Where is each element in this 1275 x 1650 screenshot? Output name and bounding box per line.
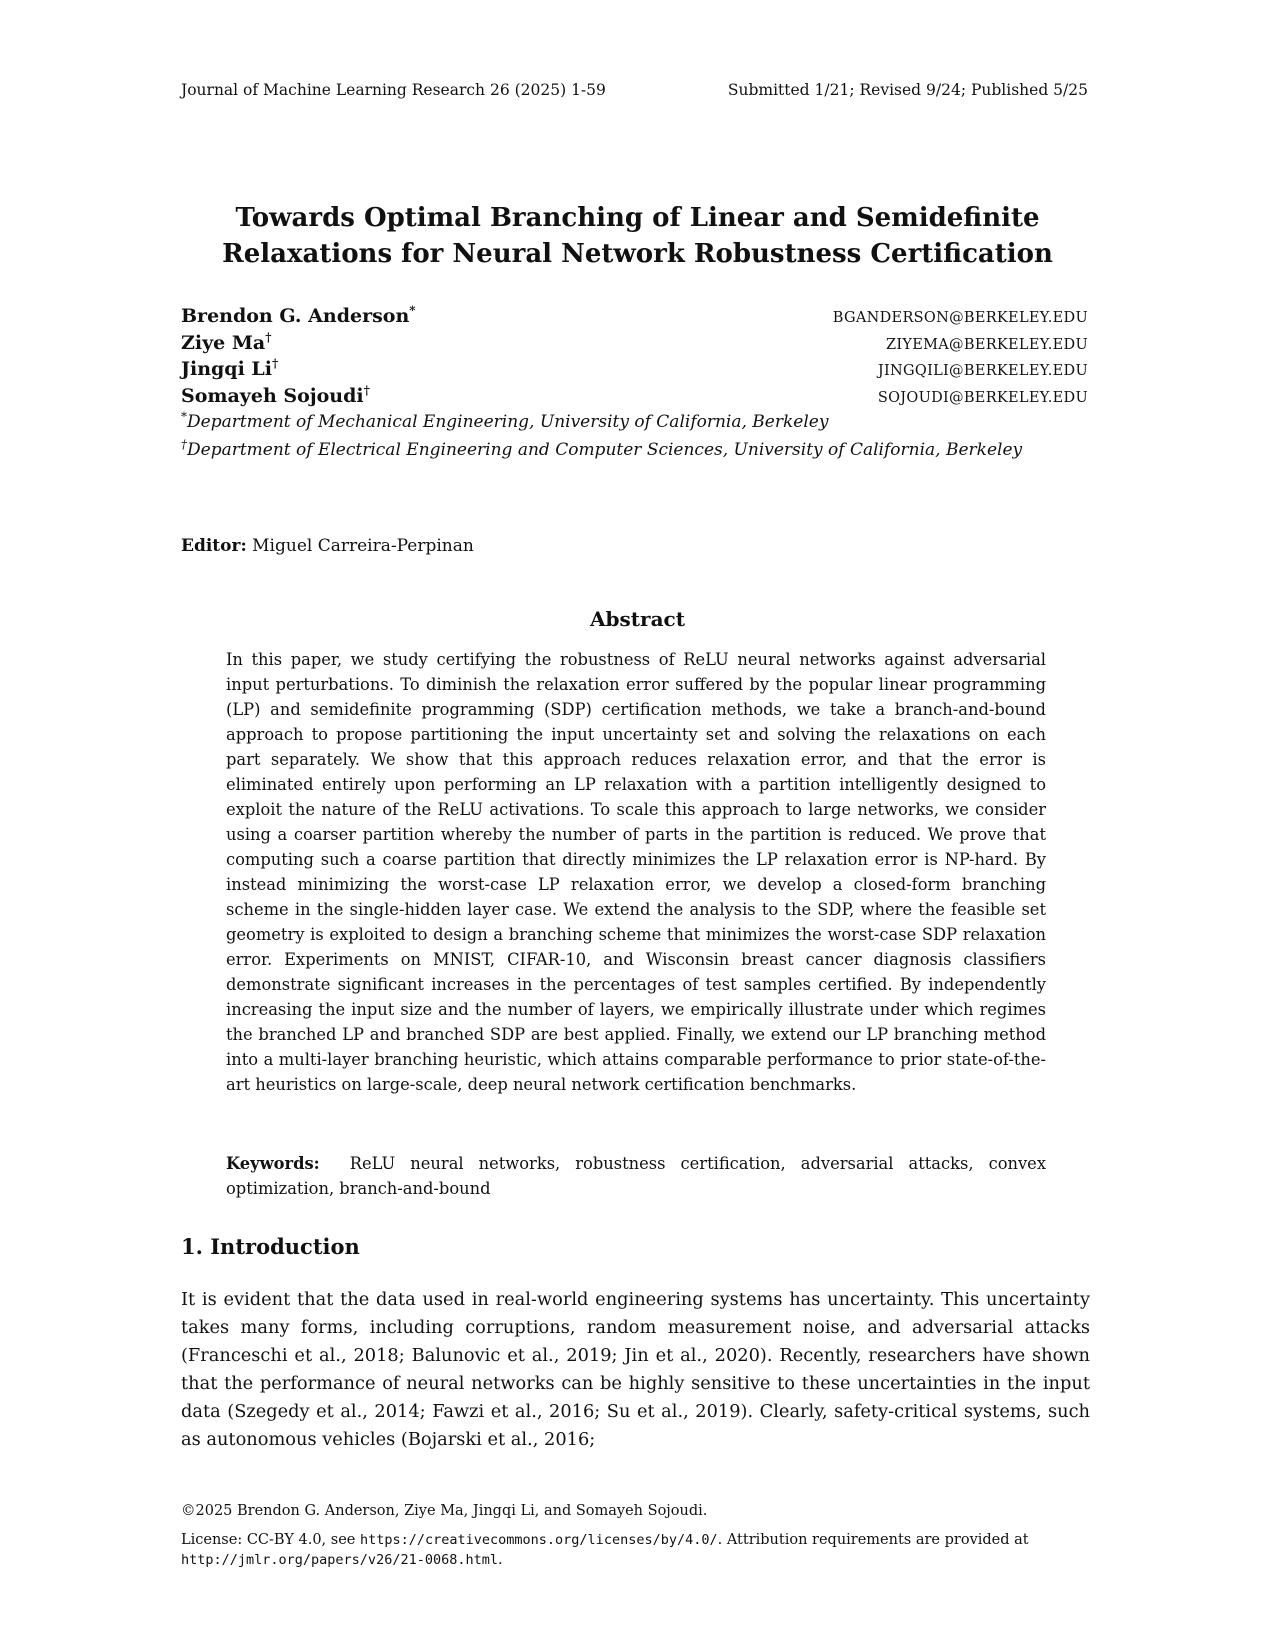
paper-link[interactable]: http://jmlr.org/papers/v26/21-0068.html — [181, 1552, 498, 1568]
paper-title — [0, 200, 1275, 272]
abstract-heading: Abstract — [590, 607, 685, 631]
author-email: JINGQILI@BERKELEY.EDU — [877, 363, 1088, 379]
intro-paragraph: It is evident that the data used in real-world engineering systems has uncertainty. This uncertainty takes many forms, including corruptions, random measurement noise, and adversarial attacks (Franceschi et al., 2018; Balunovic et al., 2019; Jin et al., 2020). Recently, researchers have shown that the performance of neural networks can be highly sensitive to these uncertainties in the input data (Szegedy et al., 2014; Fawzi et al., 2016; Su et al., 2019). Clearly, safety-critical systems, such as autonomous vehicles (Bojarski et al., 2016; — [181, 1289, 1090, 1450]
section-heading: 1. Introduction — [181, 1234, 360, 1259]
author-name: Somayeh Sojoudi† — [181, 383, 370, 407]
author-name: Ziye Ma† — [181, 330, 272, 354]
author-email: BGANDERSON@BERKELEY.EDU — [832, 310, 1088, 326]
title-line-1: Towards Optimal Branching of Linear and Semidefinite — [235, 203, 1040, 233]
affiliation: †Department of Electrical Engineering and Computer Sciences, University of California, Berkeley — [181, 437, 1023, 460]
author-email: SOJOUDI@BERKELEY.EDU — [877, 390, 1088, 406]
title-line-2: Relaxations for Neural Network Robustness Certification — [222, 239, 1053, 269]
affiliation: *Department of Mechanical Engineering, University of California, Berkeley — [181, 409, 829, 432]
submission-dates: Submitted 1/21; Revised 9/24; Published 5/25 — [727, 81, 1088, 99]
author-name: Brendon G. Anderson* — [181, 303, 416, 327]
author-email: ZIYEMA@BERKELEY.EDU — [885, 337, 1088, 353]
journal-header: Journal of Machine Learning Research 26 (2025) 1-59 — [181, 81, 606, 99]
editor-line: Editor: Miguel Carreira-Perpinan — [181, 536, 474, 556]
author-name: Jingqi Li† — [181, 356, 279, 380]
copyright-notice: ©2025 Brendon G. Anderson, Ziye Ma, Jingqi Li, and Somayeh Sojoudi. — [181, 1503, 708, 1519]
license-notice: License: CC-BY 4.0, see https://creativecommons.org/licenses/by/4.0/. Attribution requirements are provided at http://jmlr.org/papers/v26/21-0068.html. — [181, 1532, 1029, 1568]
abstract-text: In this paper, we study certifying the robustness of ReLU neural networks against adversarial input perturbations. To diminish the relaxation error suffered by the popular linear programming (LP) and semidefinite programming (SDP) certification methods, we take a branch-and-bound approach to propose partitioning the input uncertainty set and solving the relaxations on each part separately. We show that this approach reduces relaxation error, and that the error is eliminated entirely upon performing an LP relaxation with a partition intelligently designed to exploit the nature of the ReLU activations. To scale this approach to large networks, we consider using a coarser partition whereby the number of parts in the partition is reduced. We prove that computing such a coarse partition that directly minimizes the LP relaxation error is NP-hard. By instead minimizing the worst-case LP relaxation error, we develop a closed-form branching scheme in the single-hidden layer case. We extend the analysis to the SDP, where the feasible set geometry is exploited to design a branching scheme that minimizes the worst-case SDP relaxation error. Experiments on MNIST, CIFAR-10, and Wisconsin breast cancer diagnosis classifiers demonstrate significant increases in the percentages of test samples certified. By independently increasing the input size and the number of layers, we empirically illustrate under which regimes the branched LP and branched SDP are best applied. Finally, we extend our LP branching method into a multi-layer branching heuristic, which attains comparable performance to prior state-of-the-art heuristics on large-scale, deep neural network certification benchmarks. — [226, 650, 1046, 1094]
license-link[interactable]: https://creativecommons.org/licenses/by/4.0/ — [359, 1532, 718, 1548]
keywords: Keywords: ReLU neural networks, robustness certification, adversarial attacks, convex optimization, branch-and-bound — [226, 1154, 1046, 1198]
